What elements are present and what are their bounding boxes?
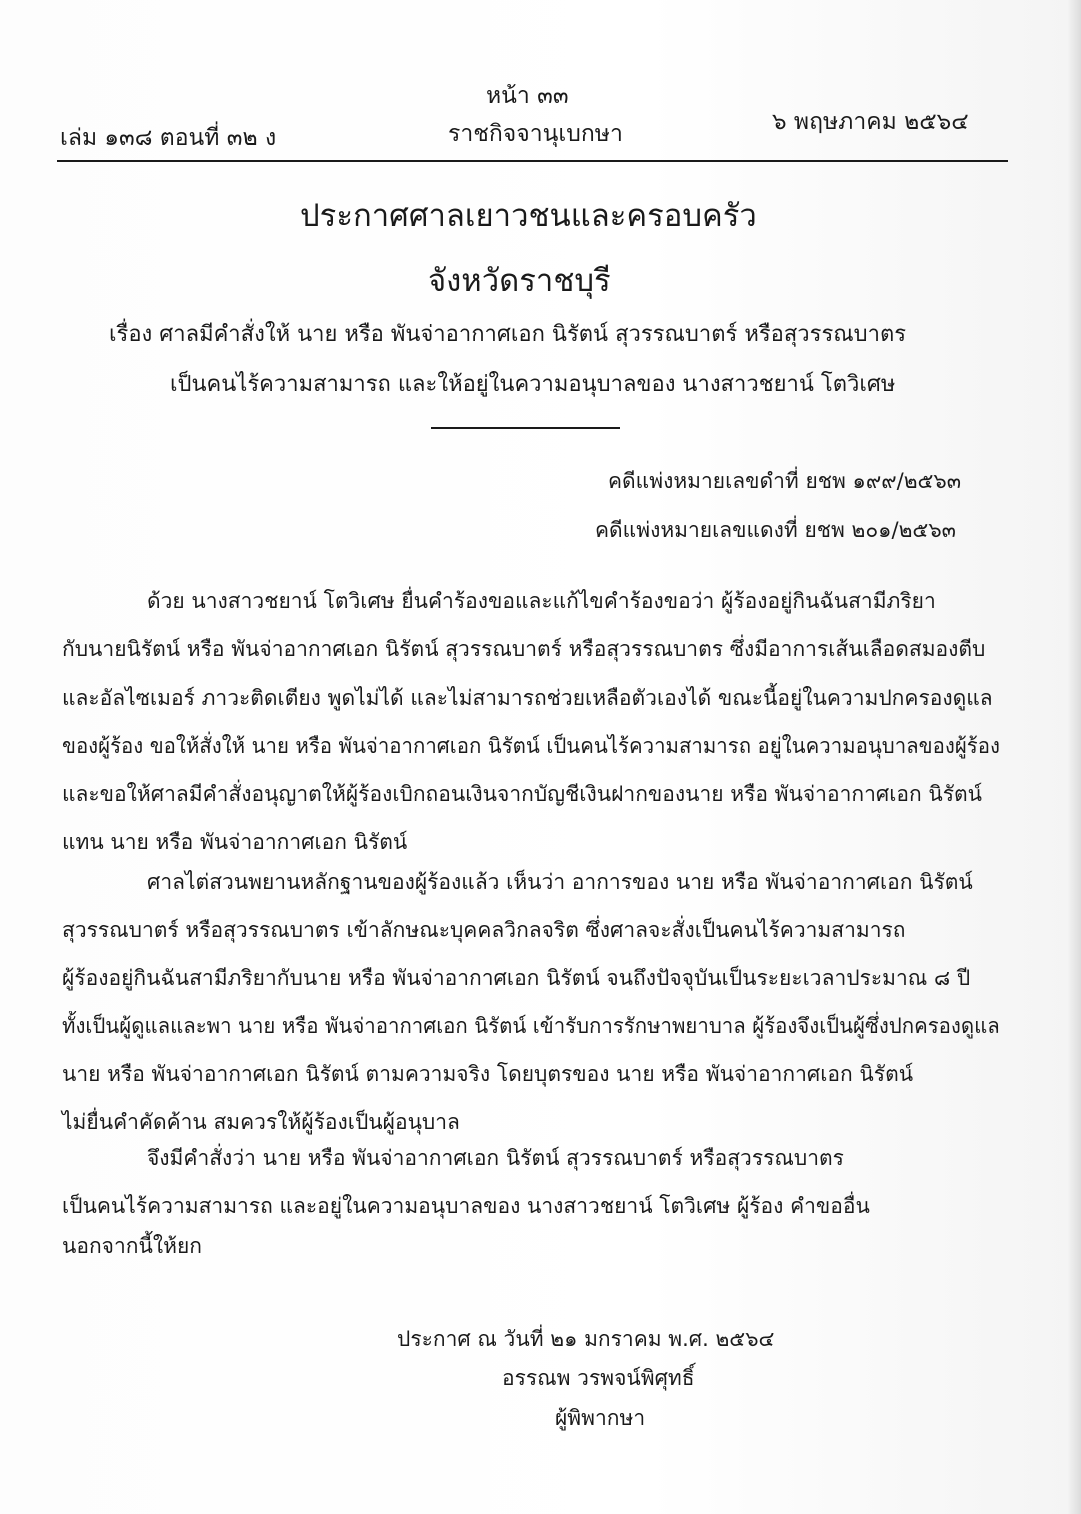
paragraph-1-line-3: และอัลไซเมอร์ ภาวะติดเตียง พูดไม่ได้ และไม่สามารถช่วยเหลือตัวเองได้ ขณะนี้อยู่ในความปกครองดูแล (62, 686, 993, 710)
paragraph-2-line-2: สุวรรณบาตร์ หรือสุวรรณบาตร เข้าลักษณะบุคคลวิกลจริต ซึ่งศาลจะสั่งเป็นคนไร้ความสามารถ (62, 918, 906, 942)
volume-issue: เล่ม ๑๓๘ ตอนที่ ๓๒ ง (60, 125, 277, 151)
paragraph-1-line-5: และขอให้ศาลมีคำสั่งอนุญาตให้ผู้ร้องเบิกถอนเงินจากบัญชีเงินฝากของนาย หรือ พันจ่าอากาศเอก นิรัตน์ (62, 782, 983, 806)
header-rule (57, 160, 1008, 162)
paragraph-1-line-1: ด้วย นางสาวชยาน์ โตวิเศษ ยื่นคำร้องขอและแก้ไขคำร้องขอว่า ผู้ร้องอยู่กินฉันสามีภริยา (147, 589, 936, 613)
paragraph-2-line-4: ทั้งเป็นผู้ดูแลและพา นาย หรือ พันจ่าอากาศเอก นิรัตน์ เข้ารับการรักษาพยาบาล ผู้ร้องจึงเป็นผู้ซึ่งปกครองดูแล (62, 1014, 1000, 1038)
paragraph-1-line-6: แทน นาย หรือ พันจ่าอากาศเอก นิรัตน์ (62, 830, 408, 854)
paragraph-1-line-4: ของผู้ร้อง ขอให้สั่งให้ นาย หรือ พันจ่าอากาศเอก นิรัตน์ เป็นคนไร้ความสามารถ อยู่ในความอนุบาลของผู้ร้อง (62, 734, 1000, 758)
signatory-position: ผู้พิพากษา (555, 1406, 646, 1430)
announcement-title: ประกาศศาลเยาวชนและครอบครัว (300, 198, 757, 234)
subject-line-2: เป็นคนไร้ความสามารถ และให้อยู่ในความอนุบาลของ นางสาวชยาน์ โตวิเศษ (170, 372, 896, 397)
subject-line-1: เรื่อง ศาลมีคำสั่งให้ นาย หรือ พันจ่าอากาศเอก นิรัตน์ สุวรรณบาตร์ หรือสุวรรณบาตร (109, 322, 907, 347)
paragraph-2-line-6: ไม่ยื่นคำคัดค้าน สมควรให้ผู้ร้องเป็นผู้อนุบาล (62, 1110, 460, 1134)
page-number: หน้า ๓๓ (486, 83, 569, 109)
page-edge-shadow (1067, 0, 1081, 1514)
publication-date: ๖ พฤษภาคม ๒๕๖๔ (772, 109, 969, 135)
paragraph-1-line-2: กับนายนิรัตน์ หรือ พันจ่าอากาศเอก นิรัตน์ สุวรรณบาตร์ หรือสุวรรณบาตร ซึ่งมีอาการเส้นเลือดสมองตีบ (62, 637, 986, 661)
paragraph-2-line-1: ศาลไต่สวนพยานหลักฐานของผู้ร้องแล้ว เห็นว่า อาการของ นาย หรือ พันจ่าอากาศเอก นิรัตน์ (147, 870, 973, 894)
paragraph-2-line-5: นาย หรือ พันจ่าอากาศเอก นิรัตน์ ตามความจริง โดยบุตรของ นาย หรือ พันจ่าอากาศเอก นิรัตน์ (62, 1062, 914, 1086)
red-case-number: คดีแพ่งหมายเลขแดงที่ ยชพ ๒๐๑/๒๕๖๓ (595, 518, 957, 542)
paragraph-3-line-2: เป็นคนไร้ความสามารถ และอยู่ในความอนุบาลของ นางสาวชยาน์ โตวิเศษ ผู้ร้อง คำขออื่น (62, 1194, 870, 1218)
paragraph-3-line-3: นอกจากนี้ให้ยก (62, 1234, 202, 1258)
paragraph-3-line-1: จึงมีคำสั่งว่า นาย หรือ พันจ่าอากาศเอก นิรัตน์ สุวรรณบาตร์ หรือสุวรรณบาตร (147, 1146, 844, 1170)
black-case-number: คดีแพ่งหมายเลขดำที่ ยชพ ๑๙๙/๒๕๖๓ (608, 469, 962, 493)
title-divider (431, 427, 620, 429)
signatory-name: อรรณพ วรพจน์พิศุทธิ์ (502, 1366, 695, 1390)
announcement-province: จังหวัดราชบุรี (428, 263, 611, 299)
publication-name: ราชกิจจานุเบกษา (448, 121, 623, 147)
paragraph-2-line-3: ผู้ร้องอยู่กินฉันสามีภริยากับนาย หรือ พันจ่าอากาศเอก นิรัตน์ จนถึงปัจจุบันเป็นระยะเวลาประมาณ ๘ ปี (62, 966, 971, 990)
announcement-date: ประกาศ ณ วันที่ ๒๑ มกราคม พ.ศ. ๒๕๖๔ (397, 1327, 775, 1351)
